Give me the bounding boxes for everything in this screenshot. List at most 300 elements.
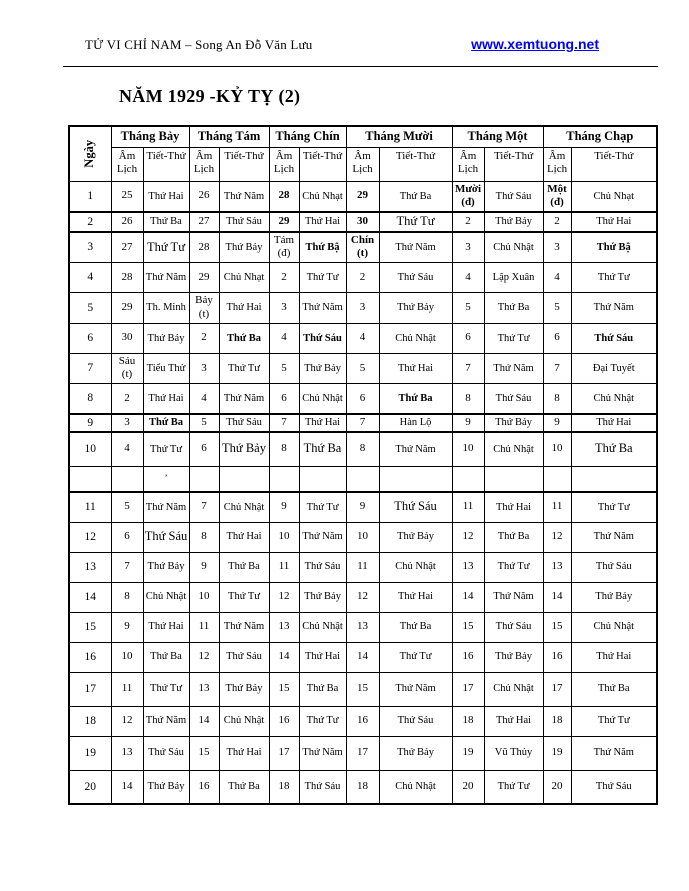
am-lich-cell: 9 xyxy=(111,612,143,642)
tiet-thu-cell: Thứ Năm xyxy=(143,706,189,736)
am-lich-cell: 18 xyxy=(346,770,379,804)
tiet-thu-cell: Thứ Ba xyxy=(143,212,189,232)
am-lich-cell: 5 xyxy=(189,414,219,432)
subheader-am-lich: Âm Lịch xyxy=(346,147,379,181)
am-lich-cell: Bảy (t) xyxy=(189,293,219,324)
tiet-thu-cell: Thứ Bảy xyxy=(219,432,269,466)
am-lich-cell: 29 xyxy=(269,212,299,232)
am-lich-cell: 19 xyxy=(452,736,484,770)
tiet-thu-cell: Thứ Sáu xyxy=(571,323,657,353)
tiet-thu-cell: Thứ Tư xyxy=(143,432,189,466)
am-lich-cell: 3 xyxy=(543,232,571,263)
tiet-thu-cell: Thứ Sáu xyxy=(143,522,189,552)
tiet-thu-cell: Thứ Sáu xyxy=(299,552,346,582)
am-lich-cell: 13 xyxy=(543,552,571,582)
tiet-thu-cell: Chủ Nhạt xyxy=(219,263,269,293)
am-lich-cell: 13 xyxy=(111,736,143,770)
tiet-thu-cell: Chủ Nhật xyxy=(379,323,452,353)
am-lich-cell: 6 xyxy=(346,384,379,414)
am-lich-cell xyxy=(189,466,219,492)
month-header-thang-mot: Tháng Một xyxy=(452,126,543,147)
tiet-thu-cell: Chủ Nhật xyxy=(219,492,269,522)
calendar-head xyxy=(69,126,657,181)
am-lich-cell: 16 xyxy=(269,706,299,736)
am-lich-cell: 10 xyxy=(543,432,571,466)
tiet-thu-cell: Thứ Bảy xyxy=(299,353,346,384)
am-lich-cell: 17 xyxy=(543,672,571,706)
tiet-thu-cell: Thứ Hai xyxy=(143,612,189,642)
tiet-thu-cell: Thứ Bảy xyxy=(379,522,452,552)
am-lich-cell: 25 xyxy=(111,181,143,212)
month-header-thang-muoi: Tháng Mười xyxy=(346,126,452,147)
tiet-thu-cell: Thứ Bảy xyxy=(484,212,543,232)
tiet-thu-cell: Chủ Nhật xyxy=(143,582,189,612)
tiet-thu-cell: ’ xyxy=(143,466,189,492)
am-lich-cell: 6 xyxy=(452,323,484,353)
am-lich-cell: 26 xyxy=(189,181,219,212)
am-lich-cell: 9 xyxy=(543,414,571,432)
am-lich-cell: 8 xyxy=(543,384,571,414)
am-lich-cell: 17 xyxy=(346,736,379,770)
subheader-am-lich: Âm Lịch xyxy=(269,147,299,181)
am-lich-cell: 8 xyxy=(452,384,484,414)
tiet-thu-cell: Th. Minh xyxy=(143,293,189,324)
am-lich-cell: Một (đ) xyxy=(543,181,571,212)
day-cell: 5 xyxy=(69,293,111,324)
tiet-thu-cell: Thứ Hai xyxy=(219,522,269,552)
table-row xyxy=(69,181,657,212)
tiet-thu-cell: Chủ Nhật xyxy=(379,770,452,804)
table-row xyxy=(69,293,657,324)
tiet-thu-cell: Chủ Nhạt xyxy=(299,181,346,212)
day-cell: 8 xyxy=(69,384,111,414)
am-lich-cell: 5 xyxy=(543,293,571,324)
tiet-thu-cell: Thứ Hai xyxy=(571,212,657,232)
am-lich-cell: 2 xyxy=(111,384,143,414)
am-lich-cell: 4 xyxy=(543,263,571,293)
tiet-thu-cell: Thứ Sáu xyxy=(219,642,269,672)
tiet-thu-cell xyxy=(379,466,452,492)
tiet-thu-cell: Thứ Tư xyxy=(143,232,189,263)
table-row xyxy=(69,522,657,552)
am-lich-cell: 6 xyxy=(111,522,143,552)
tiet-thu-cell: Thứ Năm xyxy=(299,522,346,552)
tiet-thu-cell: Thứ Bảy xyxy=(484,642,543,672)
tiet-thu-cell: Chủ Nhật xyxy=(299,384,346,414)
tiet-thu-cell: Thứ Năm xyxy=(484,353,543,384)
day-cell: 7 xyxy=(69,353,111,384)
table-row xyxy=(69,706,657,736)
am-lich-cell: 30 xyxy=(111,323,143,353)
tiet-thu-cell: Đại Tuyết xyxy=(571,353,657,384)
am-lich-cell: 13 xyxy=(269,612,299,642)
am-lich-cell: 3 xyxy=(269,293,299,324)
tiet-thu-cell: Thứ Hai xyxy=(379,353,452,384)
tiet-thu-cell: Thứ Ba xyxy=(379,384,452,414)
tiet-thu-cell: Thứ Tư xyxy=(379,212,452,232)
am-lich-cell: Tám (đ) xyxy=(269,232,299,263)
am-lich-cell: Chín (t) xyxy=(346,232,379,263)
am-lich-cell: 6 xyxy=(189,432,219,466)
table-row xyxy=(69,263,657,293)
spacer-row xyxy=(69,466,657,492)
am-lich-cell: 9 xyxy=(346,492,379,522)
am-lich-cell: 2 xyxy=(346,263,379,293)
am-lich-cell: 28 xyxy=(111,263,143,293)
am-lich-cell: 2 xyxy=(543,212,571,232)
day-cell: 4 xyxy=(69,263,111,293)
book-title: TỬ VI CHỈ NAM – Song An Đỗ Văn Lưu xyxy=(85,37,313,52)
tiet-thu-cell: Thứ Hai xyxy=(379,582,452,612)
am-lich-cell: 8 xyxy=(111,582,143,612)
am-lich-cell: 6 xyxy=(543,323,571,353)
tiet-thu-cell: Thứ Tư xyxy=(484,770,543,804)
am-lich-cell: 14 xyxy=(111,770,143,804)
day-cell: 14 xyxy=(69,582,111,612)
subheader-am-lich: Âm Lịch xyxy=(543,147,571,181)
day-cell: 20 xyxy=(69,770,111,804)
tiet-thu-cell: Thứ Bảy xyxy=(571,582,657,612)
day-cell: 15 xyxy=(69,612,111,642)
am-lich-cell: 29 xyxy=(346,181,379,212)
tiet-thu-cell: Thứ Sáu xyxy=(143,736,189,770)
month-header-thang-chap: Tháng Chạp xyxy=(543,126,657,147)
tiet-thu-cell: Thứ Ba xyxy=(143,642,189,672)
tiet-thu-cell: Thứ Năm xyxy=(219,612,269,642)
page-title: NĂM 1929 -KỶ TỴ (2) xyxy=(119,86,301,106)
tiet-thu-cell: Thứ Tư xyxy=(484,323,543,353)
am-lich-cell: 28 xyxy=(269,181,299,212)
am-lich-cell: 14 xyxy=(189,706,219,736)
tiet-thu-cell: Chủ Nhật xyxy=(484,432,543,466)
day-column-header xyxy=(69,126,111,181)
table-row xyxy=(69,770,657,804)
am-lich-cell: 4 xyxy=(269,323,299,353)
tiet-thu-cell xyxy=(571,466,657,492)
tiet-thu-cell: Chủ Nhật xyxy=(571,384,657,414)
am-lich-cell: 13 xyxy=(346,612,379,642)
tiet-thu-cell: Thứ Hai xyxy=(571,642,657,672)
day-cell: 2 xyxy=(69,212,111,232)
tiet-thu-cell: Thứ Ba xyxy=(299,432,346,466)
am-lich-cell: 8 xyxy=(269,432,299,466)
tiet-thu-cell: Chủ Nhật xyxy=(571,612,657,642)
tiet-thu-cell: Hàn Lộ xyxy=(379,414,452,432)
am-lich-cell xyxy=(111,466,143,492)
day-cell: 3 xyxy=(69,232,111,263)
calendar-body xyxy=(69,181,657,804)
tiet-thu-cell: Thứ Năm xyxy=(571,522,657,552)
tiet-thu-cell: Chủ Nhật xyxy=(299,612,346,642)
am-lich-cell: 12 xyxy=(189,642,219,672)
am-lich-cell: 15 xyxy=(346,672,379,706)
am-lich-cell: 14 xyxy=(346,642,379,672)
am-lich-cell: 14 xyxy=(452,582,484,612)
am-lich-cell: 16 xyxy=(189,770,219,804)
tiet-thu-cell: Thứ Năm xyxy=(219,181,269,212)
tiet-thu-cell: Thứ Sáu xyxy=(379,706,452,736)
am-lich-cell: 12 xyxy=(543,522,571,552)
am-lich-cell: 11 xyxy=(543,492,571,522)
tiet-thu-cell: Chủ Nhật xyxy=(379,552,452,582)
am-lich-cell: 30 xyxy=(346,212,379,232)
am-lich-cell: 5 xyxy=(111,492,143,522)
tiet-thu-cell: Thứ Bảy xyxy=(379,736,452,770)
tiet-thu-cell: Thứ Tư xyxy=(379,642,452,672)
tiet-thu-cell: Thứ Bảy xyxy=(299,582,346,612)
am-lich-cell: 8 xyxy=(346,432,379,466)
am-lich-cell: 7 xyxy=(452,353,484,384)
table-row xyxy=(69,232,657,263)
am-lich-cell: 10 xyxy=(189,582,219,612)
tiet-thu-cell: Thứ Tư xyxy=(219,353,269,384)
tiet-thu-cell: Vũ Thủy xyxy=(484,736,543,770)
tiet-thu-cell: Thứ Năm xyxy=(299,293,346,324)
subheader-tiet-thu: Tiết-Thứ xyxy=(484,147,543,181)
tiet-thu-cell: Thứ Sáu xyxy=(484,384,543,414)
tiet-thu-cell: Thứ Hai xyxy=(219,293,269,324)
am-lich-cell: 12 xyxy=(346,582,379,612)
tiet-thu-cell: Thứ Ba xyxy=(484,522,543,552)
tiet-thu-cell: Thứ Sáu xyxy=(571,552,657,582)
am-lich-cell: 2 xyxy=(452,212,484,232)
tiet-thu-cell: Thứ Hai xyxy=(299,414,346,432)
tiet-thu-cell: Thứ Hai xyxy=(571,414,657,432)
am-lich-cell: 3 xyxy=(111,414,143,432)
am-lich-cell: 9 xyxy=(452,414,484,432)
am-lich-cell: 4 xyxy=(111,432,143,466)
am-lich-cell: 5 xyxy=(346,353,379,384)
am-lich-cell: 27 xyxy=(111,232,143,263)
tiet-thu-cell: Thứ Năm xyxy=(143,492,189,522)
am-lich-cell: 4 xyxy=(346,323,379,353)
am-lich-cell: Sáu (t) xyxy=(111,353,143,384)
table-row xyxy=(69,384,657,414)
tiet-thu-cell: Thứ Năm xyxy=(571,736,657,770)
am-lich-cell: 2 xyxy=(189,323,219,353)
am-lich-cell: 15 xyxy=(452,612,484,642)
subheader-am-lich: Âm Lịch xyxy=(189,147,219,181)
tiet-thu-cell: Thứ Ba xyxy=(219,323,269,353)
am-lich-cell: 7 xyxy=(346,414,379,432)
table-row xyxy=(69,672,657,706)
tiet-thu-cell: Tiểu Thử xyxy=(143,353,189,384)
table-row xyxy=(69,353,657,384)
tiet-thu-cell: Chủ Nhật xyxy=(484,232,543,263)
am-lich-cell: 4 xyxy=(452,263,484,293)
month-header-thang-chin: Tháng Chín xyxy=(269,126,346,147)
table-row xyxy=(69,432,657,466)
tiet-thu-cell: Thứ Sáu xyxy=(379,263,452,293)
tiet-thu-cell: Thứ Sáu xyxy=(219,414,269,432)
table-row xyxy=(69,736,657,770)
tiet-thu-cell: Thứ Hai xyxy=(143,181,189,212)
tiet-thu-cell: Thứ Ba xyxy=(219,552,269,582)
header-divider xyxy=(63,66,658,67)
tiet-thu-cell: Thứ Tư xyxy=(299,263,346,293)
am-lich-cell: 7 xyxy=(269,414,299,432)
tiet-thu-cell: Thứ Năm xyxy=(484,582,543,612)
am-lich-cell: 12 xyxy=(111,706,143,736)
table-row xyxy=(69,582,657,612)
day-cell: 1 xyxy=(69,181,111,212)
tiet-thu-cell: Thứ Sáu xyxy=(484,181,543,212)
am-lich-cell: 11 xyxy=(189,612,219,642)
am-lich-cell: 4 xyxy=(189,384,219,414)
tiet-thu-cell: Thứ Tư xyxy=(571,706,657,736)
tiet-thu-cell: Thứ Ba xyxy=(571,432,657,466)
am-lich-cell: 20 xyxy=(452,770,484,804)
am-lich-cell: 3 xyxy=(452,232,484,263)
tiet-thu-cell: Thứ Sáu xyxy=(299,323,346,353)
am-lich-cell: 5 xyxy=(452,293,484,324)
tiet-thu-cell: Chủ Nhật xyxy=(219,706,269,736)
am-lich-cell: 29 xyxy=(189,263,219,293)
table-row xyxy=(69,414,657,432)
am-lich-cell: 16 xyxy=(543,642,571,672)
am-lich-cell xyxy=(346,466,379,492)
day-column-label: Ngày xyxy=(82,139,97,168)
table-row xyxy=(69,323,657,353)
day-cell: 17 xyxy=(69,672,111,706)
am-lich-cell: 28 xyxy=(189,232,219,263)
day-cell: 16 xyxy=(69,642,111,672)
day-cell xyxy=(69,466,111,492)
subheader-tiet-thu: Tiết-Thứ xyxy=(571,147,657,181)
table-row xyxy=(69,642,657,672)
day-cell: 18 xyxy=(69,706,111,736)
tiet-thu-cell: Thứ Hai xyxy=(299,212,346,232)
tiet-thu-cell: Thứ Sáu xyxy=(571,770,657,804)
am-lich-cell: 19 xyxy=(543,736,571,770)
tiet-thu-cell xyxy=(299,466,346,492)
am-lich-cell: 5 xyxy=(269,353,299,384)
tiet-thu-cell: Thứ Ba xyxy=(143,414,189,432)
table-row xyxy=(69,612,657,642)
am-lich-cell: 3 xyxy=(346,293,379,324)
tiet-thu-cell: Thứ Hai xyxy=(299,642,346,672)
month-header-thang-bay: Tháng Bảy xyxy=(111,126,189,147)
am-lich-cell: 3 xyxy=(189,353,219,384)
tiet-thu-cell: Thứ Hai xyxy=(484,706,543,736)
am-lich-cell: 12 xyxy=(452,522,484,552)
tiet-thu-cell: Thứ Ba xyxy=(484,293,543,324)
tiet-thu-cell: Thứ Hai xyxy=(219,736,269,770)
tiet-thu-cell xyxy=(484,466,543,492)
tiet-thu-cell: Thứ Ba xyxy=(379,612,452,642)
tiet-thu-cell: Thứ Sáu xyxy=(484,612,543,642)
am-lich-cell: 13 xyxy=(452,552,484,582)
am-lich-cell xyxy=(543,466,571,492)
tiet-thu-cell: Thứ Năm xyxy=(379,232,452,263)
tiet-thu-cell: Thứ Bảy xyxy=(143,770,189,804)
am-lich-cell: 7 xyxy=(543,353,571,384)
subheader-tiet-thu: Tiết-Thứ xyxy=(299,147,346,181)
tiet-thu-cell: Thứ Sáu xyxy=(379,492,452,522)
tiet-thu-cell: Thứ Năm xyxy=(143,263,189,293)
subheader-am-lich: Âm Lịch xyxy=(452,147,484,181)
tiet-thu-cell: Thứ Hai xyxy=(484,492,543,522)
day-cell: 11 xyxy=(69,492,111,522)
am-lich-cell: 7 xyxy=(111,552,143,582)
am-lich-cell: 10 xyxy=(269,522,299,552)
tiet-thu-cell: Thứ Tư xyxy=(143,672,189,706)
tiet-thu-cell: Thứ Tư xyxy=(484,552,543,582)
tiet-thu-cell: Thứ Tư xyxy=(571,492,657,522)
am-lich-cell: 9 xyxy=(269,492,299,522)
tiet-thu-cell: Thứ Năm xyxy=(379,672,452,706)
tiet-thu-cell: Thứ Năm xyxy=(299,736,346,770)
am-lich-cell: 15 xyxy=(543,612,571,642)
tiet-thu-cell: Thứ Ba xyxy=(219,770,269,804)
day-cell: 9 xyxy=(69,414,111,432)
website-link[interactable]: www.xemtuong.net xyxy=(471,36,599,52)
am-lich-cell: 29 xyxy=(111,293,143,324)
tiet-thu-cell: Thứ Tư xyxy=(299,706,346,736)
month-header-thang-tam: Tháng Tám xyxy=(189,126,269,147)
tiet-thu-cell: Thứ Bảy xyxy=(143,552,189,582)
tiet-thu-cell: Thứ Tư xyxy=(299,492,346,522)
am-lich-cell xyxy=(452,466,484,492)
am-lich-cell: 11 xyxy=(111,672,143,706)
tiet-thu-cell: Thứ Bảy xyxy=(143,323,189,353)
day-cell: 13 xyxy=(69,552,111,582)
am-lich-cell: 15 xyxy=(189,736,219,770)
am-lich-cell: 13 xyxy=(189,672,219,706)
subheader-am-lich: Âm Lịch xyxy=(111,147,143,181)
am-lich-cell: 14 xyxy=(269,642,299,672)
tiet-thu-cell: Thứ Năm xyxy=(219,384,269,414)
am-lich-cell: 11 xyxy=(346,552,379,582)
tiet-thu-cell: Thứ Bậ xyxy=(571,232,657,263)
am-lich-cell xyxy=(269,466,299,492)
day-cell: 19 xyxy=(69,736,111,770)
am-lich-cell: 10 xyxy=(346,522,379,552)
tiet-thu-cell: Thứ Bảy xyxy=(219,232,269,263)
tiet-thu-cell: Thứ Ba xyxy=(379,181,452,212)
am-lich-cell: 11 xyxy=(269,552,299,582)
document-header xyxy=(63,36,657,53)
tiet-thu-cell: Thứ Sáu xyxy=(299,770,346,804)
am-lich-cell: 16 xyxy=(452,642,484,672)
am-lich-cell: 9 xyxy=(189,552,219,582)
am-lich-cell: 17 xyxy=(269,736,299,770)
tiet-thu-cell: Thứ Bảy xyxy=(219,672,269,706)
am-lich-cell: 8 xyxy=(189,522,219,552)
am-lich-cell: 14 xyxy=(543,582,571,612)
tiet-thu-cell: Thứ Năm xyxy=(379,432,452,466)
subheader-tiet-thu: Tiết-Thứ xyxy=(219,147,269,181)
tiet-thu-cell: Thứ Tư xyxy=(571,263,657,293)
am-lich-cell: 26 xyxy=(111,212,143,232)
tiet-thu-cell: Chủ Nhạt xyxy=(571,181,657,212)
tiet-thu-cell xyxy=(219,466,269,492)
calendar-table xyxy=(68,125,658,805)
tiet-thu-cell: Thứ Năm xyxy=(571,293,657,324)
table-row xyxy=(69,492,657,522)
tiet-thu-cell: Thứ Bảy xyxy=(484,414,543,432)
tiet-thu-cell: Thứ Ba xyxy=(571,672,657,706)
am-lich-cell: 7 xyxy=(189,492,219,522)
am-lich-cell: 16 xyxy=(346,706,379,736)
am-lich-cell: 15 xyxy=(269,672,299,706)
am-lich-cell: 6 xyxy=(269,384,299,414)
am-lich-cell: 20 xyxy=(543,770,571,804)
subheader-tiet-thu: Tiết-Thứ xyxy=(379,147,452,181)
tiet-thu-cell: Thứ Hai xyxy=(143,384,189,414)
day-cell: 12 xyxy=(69,522,111,552)
table-row xyxy=(69,552,657,582)
